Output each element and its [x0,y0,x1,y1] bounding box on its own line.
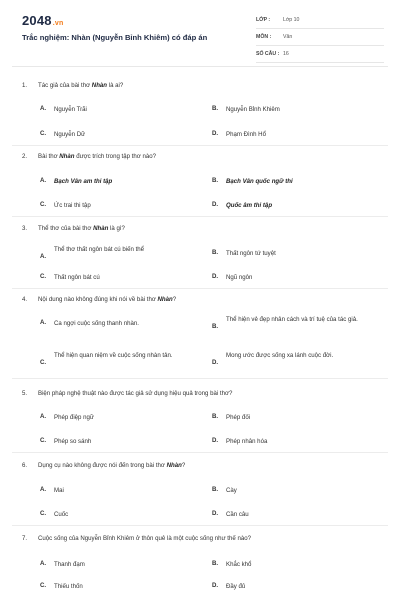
option-text: Phép điệp ngữ [54,414,94,421]
question-number: 6. [22,462,28,469]
option-letter: A. [40,560,47,567]
question-divider [12,378,388,379]
question-number: 3. [22,225,28,232]
option-letter: D. [212,437,219,444]
option-letter: B. [212,560,219,567]
option-text: Nguyễn Trãi [54,106,87,113]
question-divider [12,288,388,289]
question-emphasis: Nhàn [59,153,75,160]
option-text: Đầy đủ [226,583,246,590]
option-text: Bạch Vân quốc ngữ thi [226,178,293,185]
question-emphasis: Nhàn [166,462,182,469]
option-text: Khắc khổ [226,561,252,568]
question-text [22,296,176,303]
question-prefix: Thể thơ của bài thơ [38,225,94,232]
question-number: 5. [22,390,28,397]
question-number: 4. [22,296,28,303]
logo-suffix: .vn [52,20,64,27]
option-letter: C. [40,437,47,444]
meta-value: Lớp 10 [283,17,300,23]
option-text: Ca ngợi cuộc sống thanh nhàn. [54,320,139,327]
meta-label: MÔN : [256,34,272,40]
option-text: Nguyễn Bỉnh Khiêm [226,106,280,113]
option-text: Ức trai thi tập [54,202,91,209]
option-text: Phép so sánh [54,438,92,445]
site-logo[interactable] [22,13,63,28]
question-number: 1. [22,82,28,89]
meta-label: LỚP : [256,17,271,23]
meta-value: Văn [283,34,293,40]
option-letter: D. [212,130,219,137]
option-letter: A. [40,486,47,493]
option-text: Cần câu [226,511,249,518]
option-letter: D. [212,510,219,517]
meta-table [256,13,384,64]
question-prefix: Cuộc sống của Nguyễn Bỉnh Khiêm ở thôn quê là một cuộc sống như thế nào? [38,535,252,542]
option-text: Phép đối [226,414,251,421]
document-title: Trắc nghiệm: Nhàn (Nguyễn Bỉnh Khiêm) có đáp án [22,33,208,42]
question-suffix: là ai? [107,82,124,89]
question-divider [12,525,388,526]
option-letter: D. [212,582,219,589]
option-letter: C. [40,582,47,589]
question-prefix: Biện pháp nghệ thuật nào được tác giả sử dụng hiệu quả trong bài thơ? [38,390,233,397]
question-prefix: Nội dung nào không đúng khi nói về bài thơ [38,296,158,303]
question-suffix: ? [181,462,186,469]
option-text: Ngũ ngôn [226,274,253,281]
question-divider [12,216,388,217]
option-letter: C. [40,273,47,280]
question-prefix: Tác giả của bài thơ [38,82,92,89]
option-letter: D. [212,201,219,208]
option-text: Thể hiện vẻ đẹp nhân cách và trí tuệ của tác giả. [226,316,358,323]
header-divider [12,66,388,67]
option-letter: A. [40,319,47,326]
question-emphasis: Nhàn [93,225,109,232]
option-text: Nguyễn Dữ [54,131,86,138]
option-letter: B. [212,486,219,493]
option-letter: D. [212,273,219,280]
question-emphasis: Nhàn [91,82,108,89]
option-text: Quốc âm thi tập [226,202,273,209]
meta-label: SỐ CÂU : [256,51,280,57]
logo-text: 2048 [22,13,52,28]
option-text: Thiếu thốn [54,583,83,590]
option-text: Mong ước được sống xa lánh cuộc đời. [226,352,334,359]
option-text: Bạch Vân am thi tập [54,178,113,185]
option-letter: A. [40,177,47,184]
question-text [22,225,125,232]
question-divider [12,145,388,146]
option-letter: A. [40,253,47,260]
option-letter: A. [40,105,47,112]
option-text: Thể thơ thất ngôn bát cú biến thể [54,246,145,253]
question-divider [12,452,388,453]
option-letter: C. [40,359,47,366]
question-suffix: được trích trong tập thơ nào? [74,153,157,160]
option-letter: C. [40,130,47,137]
question-text [22,462,185,469]
option-letter: C. [40,510,47,517]
option-text: Thể hiện quan niệm về cuộc sống nhàn tản. [54,352,173,359]
option-letter: B. [212,105,219,112]
question-text [22,153,156,160]
option-letter: B. [212,177,219,184]
option-text: Thất ngôn bát cú [54,274,100,281]
question-suffix: ? [172,296,177,303]
question-text [22,82,123,89]
question-suffix: là gì? [108,225,125,232]
question-text [22,535,251,542]
meta-row-class [256,13,384,29]
option-text: Phạm Đình Hổ [226,131,266,138]
question-prefix: Dụng cụ nào không được nói đến trong bài thơ [38,462,167,469]
option-text: Phép nhân hóa [226,438,268,445]
question-emphasis: Nhàn [157,296,173,303]
question-number: 2. [22,153,28,160]
option-letter: B. [212,323,219,330]
option-text: Thanh đạm [54,561,85,568]
option-text: Thất ngôn tứ tuyệt [226,250,276,257]
meta-row-count [256,47,384,63]
option-text: Cày [226,487,237,494]
option-text: Mai [54,487,64,494]
option-letter: B. [212,249,219,256]
option-text: Cuốc [54,511,69,518]
meta-value: 16 [283,51,289,57]
page-header [0,0,400,60]
option-letter: B. [212,413,219,420]
option-letter: A. [40,413,47,420]
question-prefix: Bài thơ [38,153,60,160]
question-text [22,390,232,397]
question-number: 7. [22,535,28,542]
meta-row-subject [256,30,384,46]
option-letter: C. [40,201,47,208]
option-letter: D. [212,359,219,366]
